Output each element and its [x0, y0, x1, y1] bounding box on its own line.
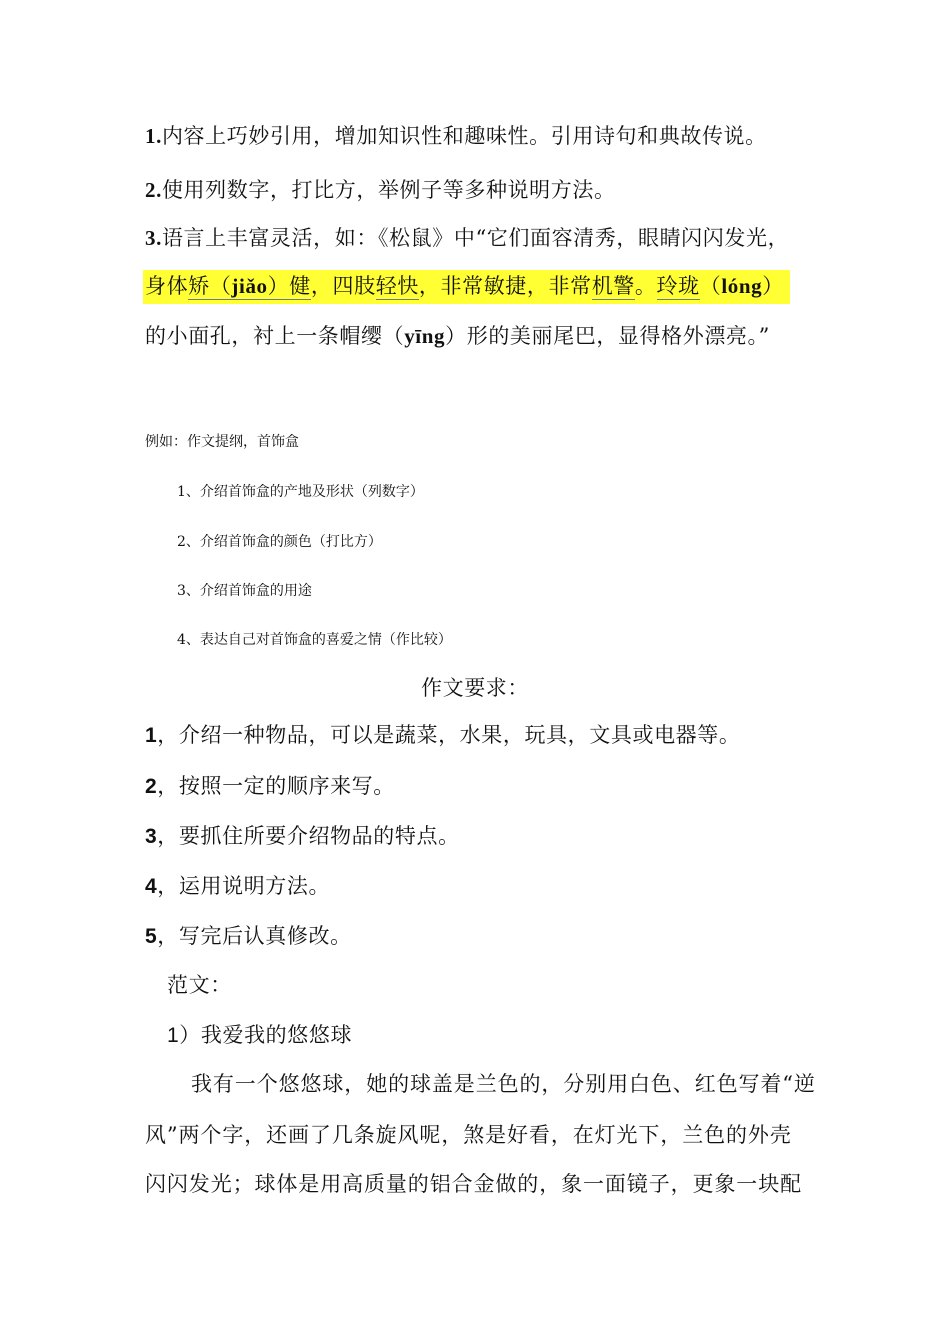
paren: ）	[267, 274, 290, 298]
sample-label: 范文：	[167, 973, 232, 997]
highlight	[143, 270, 790, 304]
feature-number: 3.	[145, 226, 162, 250]
requirement-number: 3	[145, 825, 158, 848]
underlined-word: 玲珑	[656, 274, 700, 298]
paren: （	[209, 274, 232, 298]
outline-intro: 例如：作文提纲，首饰盒	[145, 434, 299, 450]
pinyin-annotation	[210, 274, 289, 300]
requirement-number: 4	[145, 875, 158, 898]
requirement-number: 1	[145, 724, 158, 747]
requirement-item-3	[145, 820, 460, 850]
feature-number: 2.	[145, 178, 162, 202]
feature-item-2	[145, 174, 616, 204]
pinyin: jiǎo	[231, 274, 268, 298]
requirement-number: 5	[145, 925, 158, 948]
requirement-item-5	[145, 920, 352, 950]
feature-text: 内容上巧妙引用，增加知识性和趣味性。引用诗句和典故传说。	[161, 124, 767, 148]
underlined-word: 机警	[591, 274, 635, 298]
feature-text: 使用列数字，打比方，举例子等多种说明方法。	[161, 178, 616, 202]
requirement-text: ，按照一定的顺序来写。	[157, 774, 395, 798]
pinyin: yīng	[404, 324, 446, 348]
requirement-number: 2	[145, 775, 158, 798]
quote-text: ）形的美丽尾巴，显得格外漂亮。”	[445, 324, 770, 348]
pinyin: lóng	[721, 274, 763, 298]
requirement-text: ，要抓住所要介绍物品的特点。	[157, 824, 460, 848]
requirement-item-2	[145, 770, 395, 800]
requirement-text: ，写完后认真修改。	[157, 924, 352, 948]
feature-item-1	[145, 120, 767, 150]
quote-text: ，四肢	[310, 274, 376, 298]
quote-continuation	[145, 320, 770, 350]
underlined-word: 矫	[188, 274, 210, 298]
sample-heading-text: ）我爱我的悠悠球	[179, 1023, 353, 1047]
quote-text: ，非常敏捷，非常	[418, 274, 592, 298]
requirement-item-4	[145, 870, 330, 900]
underlined-word: 健	[289, 274, 311, 298]
outline-item: 3、介绍首饰盒的用途	[177, 583, 312, 599]
quote-text: 的小面孔，衬上一条帽缨（	[145, 324, 405, 348]
paren: （	[699, 274, 722, 298]
requirements-title: 作文要求：	[421, 676, 529, 700]
requirement-text: ，运用说明方法。	[157, 874, 331, 898]
paren: ）	[762, 274, 784, 298]
outline-item: 2、介绍首饰盒的颜色（打比方）	[177, 534, 382, 550]
feature-number: 1.	[145, 124, 162, 148]
outline-item: 1、介绍首饰盒的产地及形状（列数字）	[177, 484, 424, 500]
feature-text: 语言上丰富灵活，如：《松鼠》中“它们面容清秀，眼睛闪闪发光，	[161, 226, 790, 250]
sample-heading-number: 1	[167, 1024, 180, 1047]
requirement-item-1	[145, 719, 740, 749]
requirement-text: ，介绍一种物品，可以是蔬菜，水果，玩具，文具或电器等。	[157, 723, 741, 747]
underlined-word: 轻快	[375, 274, 419, 298]
feature-item-3	[145, 222, 789, 252]
sample-paragraph-line: 闪闪发光；球体是用高质量的铝合金做的，象一面镜子，更象一块配	[145, 1172, 802, 1196]
sample-paragraph-line: 我有一个悠悠球，她的球盖是兰色的，分别用白色、红色写着“逆	[191, 1072, 816, 1096]
highlighted-quote-line	[143, 270, 790, 300]
outline-item: 4、表达自己对首饰盒的喜爱之情（作比较）	[177, 632, 452, 648]
sample-heading	[167, 1019, 352, 1049]
sample-paragraph-line: 风”两个字，还画了几条旋风呢，煞是好看，在灯光下，兰色的外壳	[145, 1123, 792, 1147]
quote-text: 身体	[145, 274, 189, 298]
quote-text: 。	[634, 274, 657, 298]
